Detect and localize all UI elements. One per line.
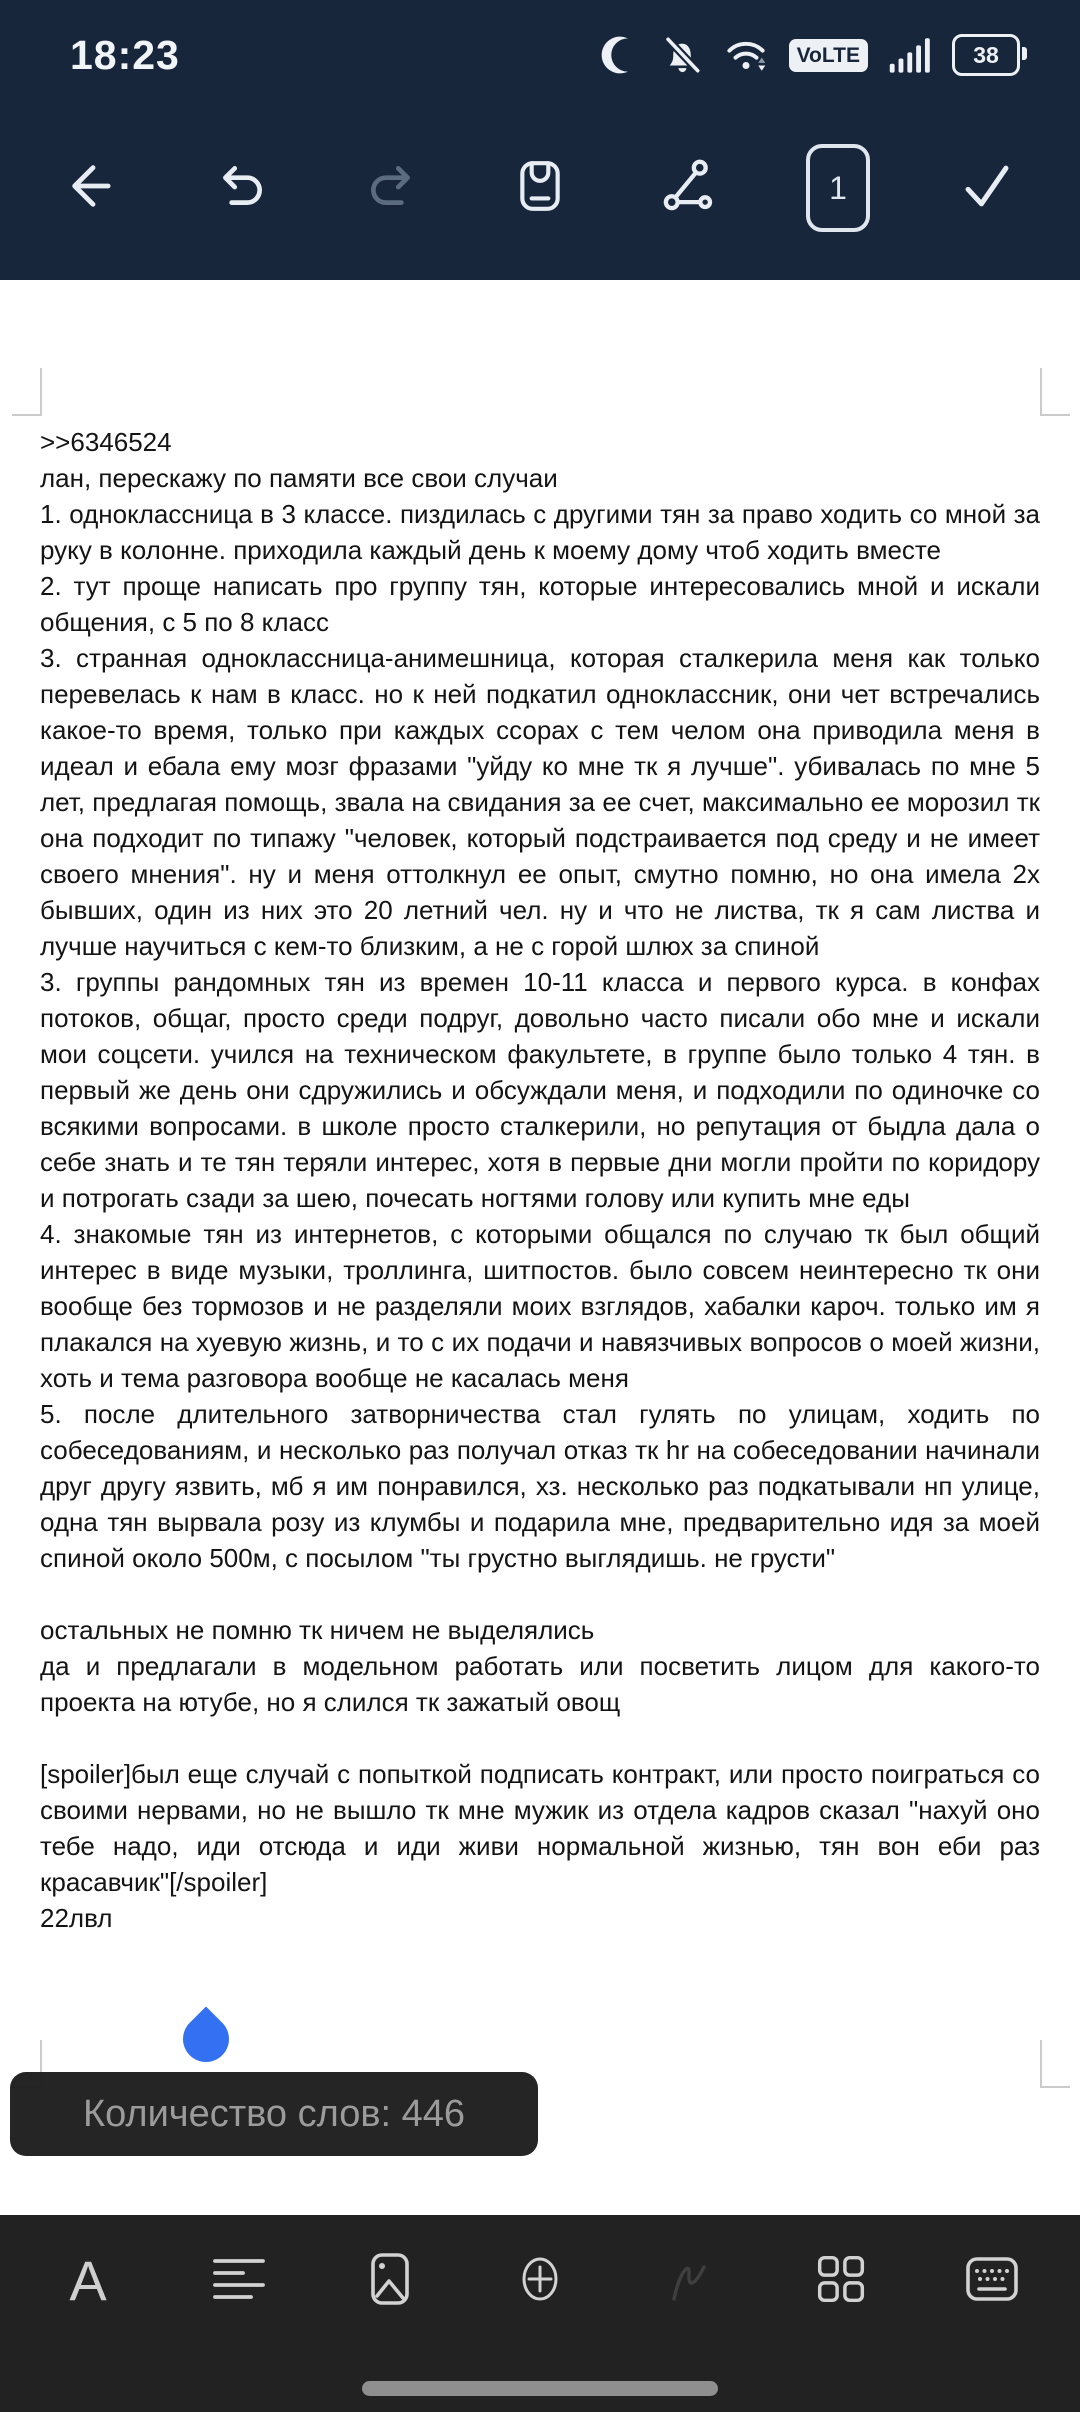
text-format-button[interactable] — [52, 2239, 124, 2323]
checkmark-icon — [958, 157, 1016, 220]
paragraph[interactable]: 5. после длительного затворничества стал гулять по улицам, ходить по собеседованиям, и несколько раз получал отказ тк hr на собеседовании начинали друг другу язвить, мб я им понравился, хз. несколько раз подкатывали нп улице, одна тян вырвала розу из клумбы и подарила мне, предварительно идя за моей спиной около 500м, с посылом "ты грустно выглядишь. не грусти" — [40, 1399, 1040, 1573]
document-text[interactable] — [0, 280, 1080, 1936]
margin-mark-bottom-right — [1040, 2040, 1070, 2088]
keyboard-button[interactable] — [956, 2239, 1028, 2323]
battery-percent: 38 — [973, 41, 999, 68]
bottom-toolbar-row — [0, 2215, 1080, 2323]
undo-icon — [215, 159, 269, 218]
plus-circle-icon — [508, 2247, 572, 2316]
paragraph[interactable]: 1. одноклассница в 3 классе. пиздилась с другими тян за право ходить со мной за руку в колонне. приходила каждый день к моему дому чтоб ходить вместе — [40, 499, 1040, 565]
paragraph[interactable]: 3. группы рандомных тян из времен 10-11 класса и первого курса. в конфах потоков, общаг, просто среди подруг, довольно часто писали обо мне и искали мои соцсети. учился на техническом факультете, в группе было только 4 тян. в первый же день они сдружились и обсуждали меня, и подходили по одиночке со всякими вопросами. в школе просто сталкерили, но репутация от быдла дала о себе знать и те тян теряли интерес, хотя в первые дни могли пройти по коридору и потрогать сзади за шею, почесать ногтями голову или купить мне еды — [40, 967, 1040, 1213]
undo-button[interactable] — [207, 143, 277, 233]
status-icons — [599, 34, 1020, 76]
page-number-box — [806, 144, 870, 232]
redo-button[interactable] — [356, 143, 426, 233]
keyboard-icon — [960, 2247, 1024, 2316]
bottom-toolbar — [0, 2215, 1080, 2412]
paragraph[interactable]: 2. тут проще написать про группу тян, которые интересовались мной и искали общения, с 5 по 8 класс — [40, 571, 1040, 637]
draw-path-icon — [661, 158, 717, 219]
paragraph[interactable]: лан, перескажу по памяти все свои случаи — [40, 463, 558, 493]
margin-mark-top-left — [12, 368, 42, 416]
status-bar — [0, 0, 1080, 96]
paragraph-format-button[interactable] — [203, 2239, 275, 2323]
paragraph-lines-icon — [207, 2247, 271, 2316]
grid-icon — [810, 2248, 872, 2315]
confirm-button[interactable] — [952, 143, 1022, 233]
paragraph[interactable]: остальных не помню тк ничем не выделялись — [40, 1615, 595, 1645]
save-button[interactable] — [505, 143, 575, 233]
paragraph[interactable]: да и предлагали в модельном работать или посветить лицом для какого-то проекта на ютубе, но я слился тк зажатый овощ — [40, 1651, 1040, 1717]
image-icon — [357, 2247, 421, 2316]
back-arrow-icon — [65, 158, 121, 219]
save-icon — [513, 159, 567, 218]
word-count-toast — [10, 2072, 538, 2156]
back-button[interactable] — [58, 143, 128, 233]
insert-object-button[interactable] — [504, 2239, 576, 2323]
top-toolbar — [0, 96, 1080, 280]
volte-badge: VoLTE — [789, 39, 868, 72]
signal-strength-icon — [888, 35, 932, 75]
margin-mark-top-right — [1040, 368, 1070, 416]
battery-indicator — [952, 34, 1020, 76]
document-page[interactable] — [0, 280, 1080, 2215]
page-number: 1 — [829, 169, 847, 206]
font-icon: A — [69, 2249, 107, 2312]
redo-icon — [364, 159, 418, 218]
paragraph[interactable]: 4. знакомые тян из интернетов, с которыми общался по случаю тк был общий интерес в виде музыки, троллинга, шитпостов. было совсем неинтересно тк они вообще без тормозов и не разделяли моих взглядов, хабалки кароч. только им я плакался на хуевую жизнь, и то с их подачи и навязчивых вопросов о моей жизни, хоть и тема разговора вообще не касалась меня — [40, 1219, 1040, 1393]
notifications-off-icon — [661, 34, 703, 76]
draw-path-button[interactable] — [654, 143, 724, 233]
pen-icon — [659, 2247, 723, 2316]
header — [0, 0, 1080, 280]
layout-grid-button[interactable] — [805, 2239, 877, 2323]
do-not-disturb-moon-icon — [599, 34, 641, 76]
word-count-text: Количество слов: 446 — [82, 2092, 466, 2135]
page-number-button[interactable] — [803, 143, 873, 233]
paragraph[interactable]: [spoiler]был еще случай с попыткой подписать контракт, или просто поиграться со своими нервами, но не вышло тк мне мужик из отдела кадров сказал "нахуй оно тебе надо, иди отсюда и иди живи нормальной жизнью, тян вон еби раз красавчик"[/spoiler] — [40, 1759, 1040, 1897]
wifi-icon — [723, 34, 769, 76]
home-indicator[interactable] — [362, 2381, 718, 2396]
draw-pen-button[interactable] — [655, 2239, 727, 2323]
insert-image-button[interactable] — [353, 2239, 425, 2323]
paragraph[interactable] — [40, 1720, 1040, 1756]
paragraph[interactable]: 3. странная одноклассница-анимешница, которая сталкерила меня как только перевелась к нам в класс. но к ней подкатил одноклассник, они чет встречались какое-то время, только при каждых ссорах с тем челом она приводила меня в идеал и ебала ему мозг фразами "уйду ко мне тк я лучше". убивалась по мне 5 лет, предлагая помощь, звала на свидания за ее счет, максимально ее морозил тк она подходит по типажу "человек, который подстраивается под среду и не имеет своего мнения". ну и меня оттолкнул ее опыт, смутно помню, но она имела 2х бывших, один из них это 20 летний чел. ну и что не листва, тк я сам листва и лучше научиться с кем-то близким, а не с горой шлюх за спиной — [40, 643, 1040, 961]
clock: 18:23 — [70, 31, 180, 78]
paragraph[interactable]: >>6346524 — [40, 427, 172, 457]
paragraph[interactable]: 22лвл — [40, 1903, 113, 1933]
paragraph[interactable] — [40, 1576, 1040, 1612]
